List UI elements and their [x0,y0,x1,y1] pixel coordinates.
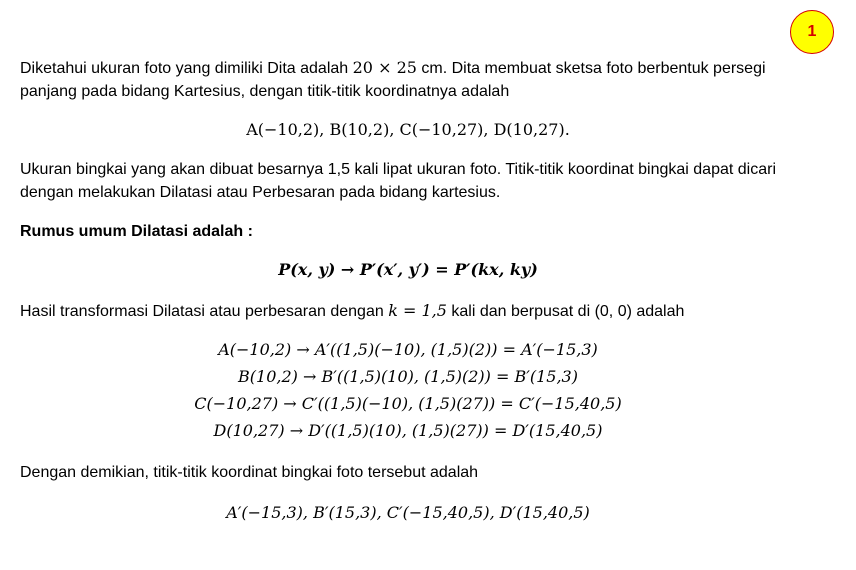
scale-factor: k = 1,5 [388,301,447,320]
dilation-formula: P(x, y) → P′(x′, y′) = P′(kx, ky) [278,260,538,279]
transformation-a: A(−10,2) → A′((1,5)(−10), (1,5)(2)) = A′(−15,3) [218,340,598,359]
conclusion-intro: Dengan demikian, titik-titik koordinat bingkai foto tersebut adalah [20,464,479,481]
transformation-c: C(−10,27) → C′((1,5)(−10), (1,5)(27)) = C′(−15,40,5) [194,394,622,413]
formula-heading: Rumus umum Dilatasi adalah : [20,223,253,240]
slide-number-badge [790,10,834,54]
result-intro-text-a: Hasil transformasi Dilatasi atau perbesaran dengan [20,303,389,320]
transformation-b: B(10,2) → B′((1,5)(10), (1,5)(2)) = B′(15,3) [238,367,578,386]
result-intro-text-b: kali dan berpusat di (0, 0) adalah [446,303,685,320]
photo-size: 20 × 25 [352,58,417,77]
final-coordinates: A′(−15,3), B′(15,3), C′(−15,40,5), D′(15,40,5) [226,503,590,522]
result-intro [20,299,780,323]
transformation-d: D(10,27) → D′((1,5)(10), (1,5)(27)) = D′(15,40,5) [213,421,603,440]
frame-paragraph: Ukuran bingkai yang akan dibuat besarnya 1,5 kali lipat ukuran foto. Titik-titik koordinat bingkai dapat dicari dengan melakukan Dilatasi atau Perbesaran pada bidang kartesius. [20,161,776,201]
sketch-coordinates: A(−10,2), B(10,2), C(−10,27), D(10,27). [246,120,570,139]
slide-number: 1 [807,23,817,40]
intro-text-b: cm. Dita membuat sketsa foto berbentuk persegi panjang pada bidang Kartesius, dengan titik-titik koordinatnya adalah [20,60,766,100]
intro-text-a: Diketahui ukuran foto yang dimiliki Dita adalah [20,60,353,77]
intro-paragraph [20,56,780,103]
